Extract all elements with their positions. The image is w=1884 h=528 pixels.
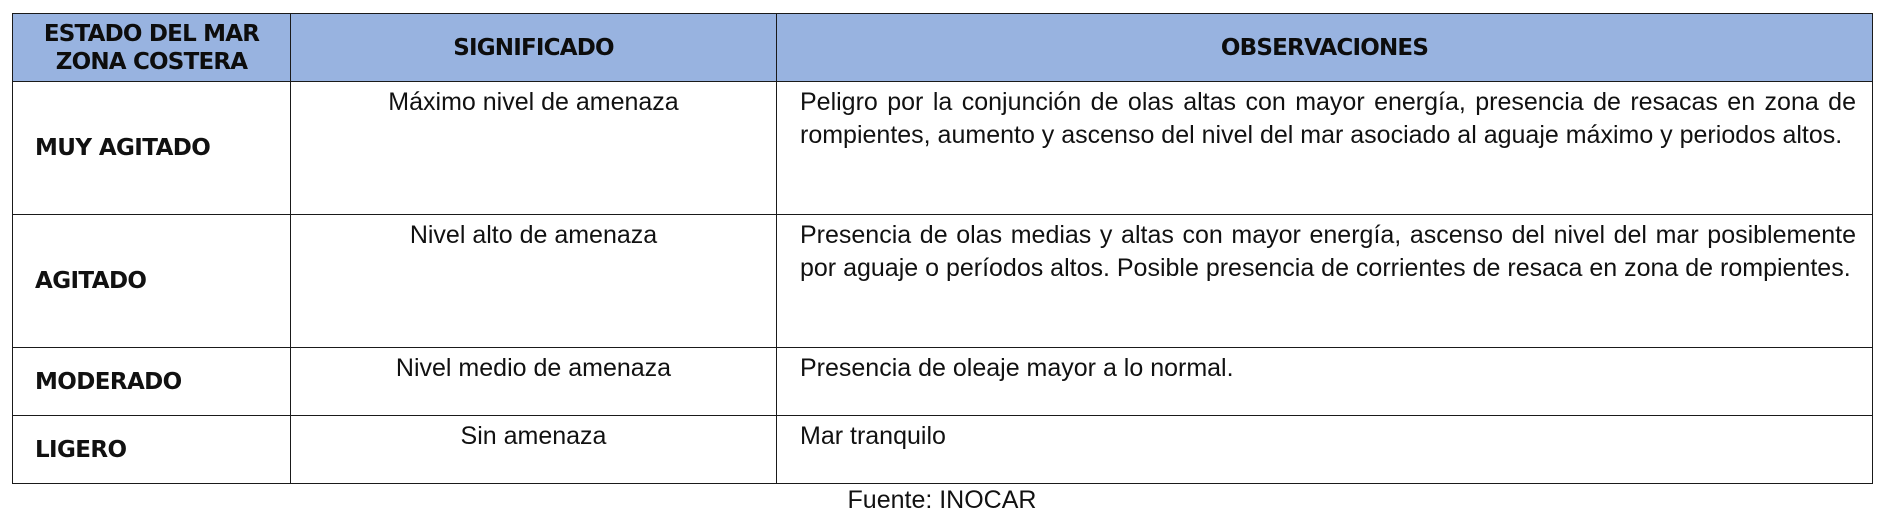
table-row [13,82,1873,215]
table-body [13,82,1873,484]
header-row [13,14,1873,82]
header-sea-state-line1: ESTADO DEL MAR [43,20,260,47]
table-row [13,348,1873,416]
table-row [13,215,1873,348]
header-observations: OBSERVACIONES [777,14,1873,82]
meaning-cell: Máximo nivel de amenaza [291,82,777,215]
observations-cell: Peligro por la conjunción de olas altas con mayor energía, presencia de resacas en zona de rompientes, aumento y ascenso del nivel del mar asociado al aguaje máximo y periodos altos. [777,82,1873,215]
observations-cell: Presencia de oleaje mayor a lo normal. [777,348,1873,416]
sea-state-cell: MODERADO [13,348,291,416]
sea-state-cell: AGITADO [13,215,291,348]
meaning-cell: Nivel alto de amenaza [291,215,777,348]
header-sea-state-line2: ZONA COSTERA [55,48,248,75]
observations-cell: Mar tranquilo [777,416,1873,484]
meaning-cell: Nivel medio de amenaza [291,348,777,416]
observations-cell: Presencia de olas medias y altas con mayor energía, ascenso del nivel del mar posiblemente por aguaje o períodos altos. Posible presencia de corrientes de resaca en zona de rompientes. [777,215,1873,348]
source-caption: Fuente: INOCAR [847,486,1037,514]
table-row [13,416,1873,484]
table-header [13,14,1873,82]
meaning-cell: Sin amenaza [291,416,777,484]
sea-state-table [12,13,1873,484]
header-sea-state [13,14,291,82]
sea-state-cell: MUY AGITADO [13,82,291,215]
sea-state-cell: LIGERO [13,416,291,484]
header-meaning: SIGNIFICADO [291,14,777,82]
